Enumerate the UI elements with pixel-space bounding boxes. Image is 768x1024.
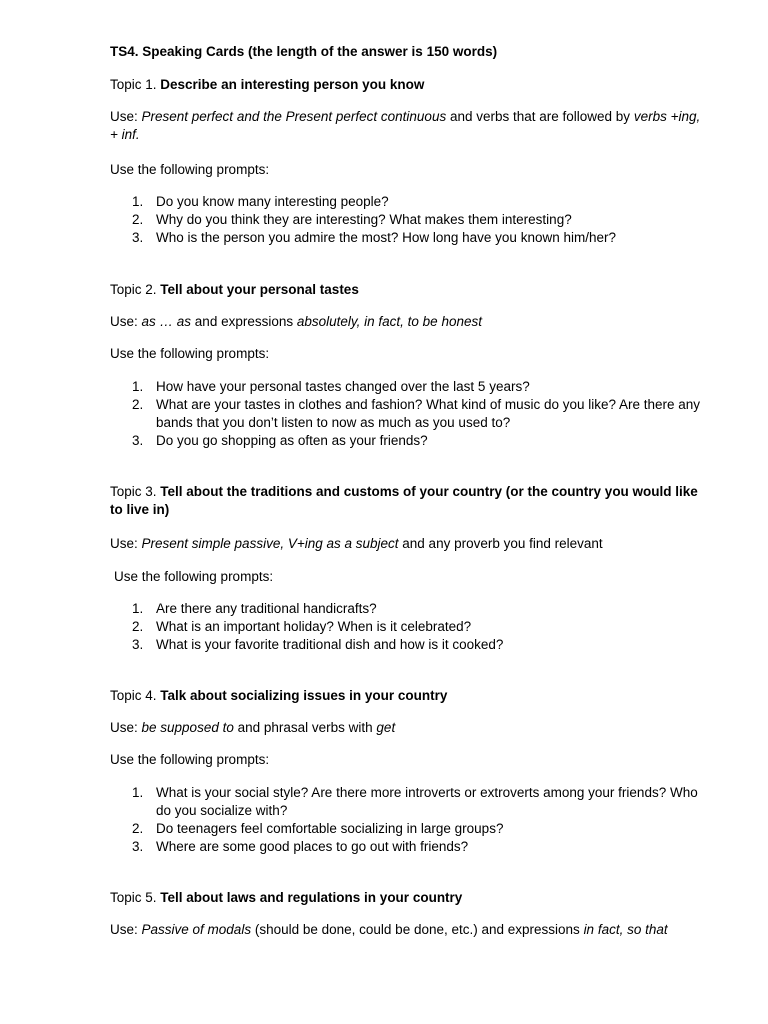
list-item: 2. Why do you think they are interesting? What makes them interesting? (132, 212, 572, 227)
list-item: 3. What is your favorite traditional dish and how is it cooked? (132, 637, 504, 652)
topic-5-use: Use: Passive of modals (should be done, could be done, etc.) and expressions in fact, so that (110, 922, 668, 937)
list-item: 2. What are your tastes in clothes and fashion? What kind of music do you like? Are there any bands that you don’t listen to now as much as you used to? (132, 397, 701, 430)
topic-1-prompts-label: Use the following prompts: (110, 162, 270, 177)
list-item: 2. What is an important holiday? When is it celebrated? (132, 619, 472, 634)
topic-1-prompt-list (110, 193, 710, 247)
list-item: 1. Do you know many interesting people? (132, 194, 389, 209)
topic-5-heading: Topic 5. Tell about laws and regulations in your country (110, 890, 463, 905)
topic-2-heading: Topic 2. Tell about your personal tastes (110, 282, 359, 297)
topic-1-heading: Topic 1. Describe an interesting person you know (110, 77, 425, 92)
topic-4-prompt-list (110, 784, 710, 856)
topic-2-prompt-list (110, 378, 710, 450)
topic-3-heading: Topic 3. Tell about the traditions and customs of your country (or the country you would like to live in) (110, 484, 698, 517)
list-item: 3. Who is the person you admire the most? How long have you known him/her? (132, 230, 616, 245)
list-item: 2. Do teenagers feel comfortable socializing in large groups? (132, 821, 504, 836)
topic-3-prompt-list (110, 600, 710, 654)
list-item: 1. How have your personal tastes changed over the last 5 years? (132, 379, 530, 394)
topic-3-prompts-label: Use the following prompts: (114, 569, 274, 584)
topic-2-use: Use: as … as and expressions absolutely, in fact, to be honest (110, 314, 482, 329)
topic-4-prompts-label: Use the following prompts: (110, 752, 270, 767)
document-title: TS4. Speaking Cards (the length of the answer is 150 words) (110, 44, 498, 59)
topic-4-use: Use: be supposed to and phrasal verbs with get (110, 720, 396, 735)
list-item: 1. Are there any traditional handicrafts? (132, 601, 377, 616)
list-item: 3. Do you go shopping as often as your friends? (132, 433, 428, 448)
topic-3-use: Use: Present simple passive, V+ing as a subject and any proverb you find relevant (110, 536, 603, 551)
topic-4-heading: Topic 4. Talk about socializing issues in your country (110, 688, 448, 703)
list-item: 3. Where are some good places to go out with friends? (132, 839, 469, 854)
topic-2-prompts-label: Use the following prompts: (110, 346, 270, 361)
list-item: 1. What is your social style? Are there more introverts or extroverts among your friends? Who do you socialize with? (132, 785, 698, 818)
topic-1-use: Use: Present perfect and the Present perfect continuous and verbs that are followed by verbs +ing, + inf. (110, 109, 701, 142)
